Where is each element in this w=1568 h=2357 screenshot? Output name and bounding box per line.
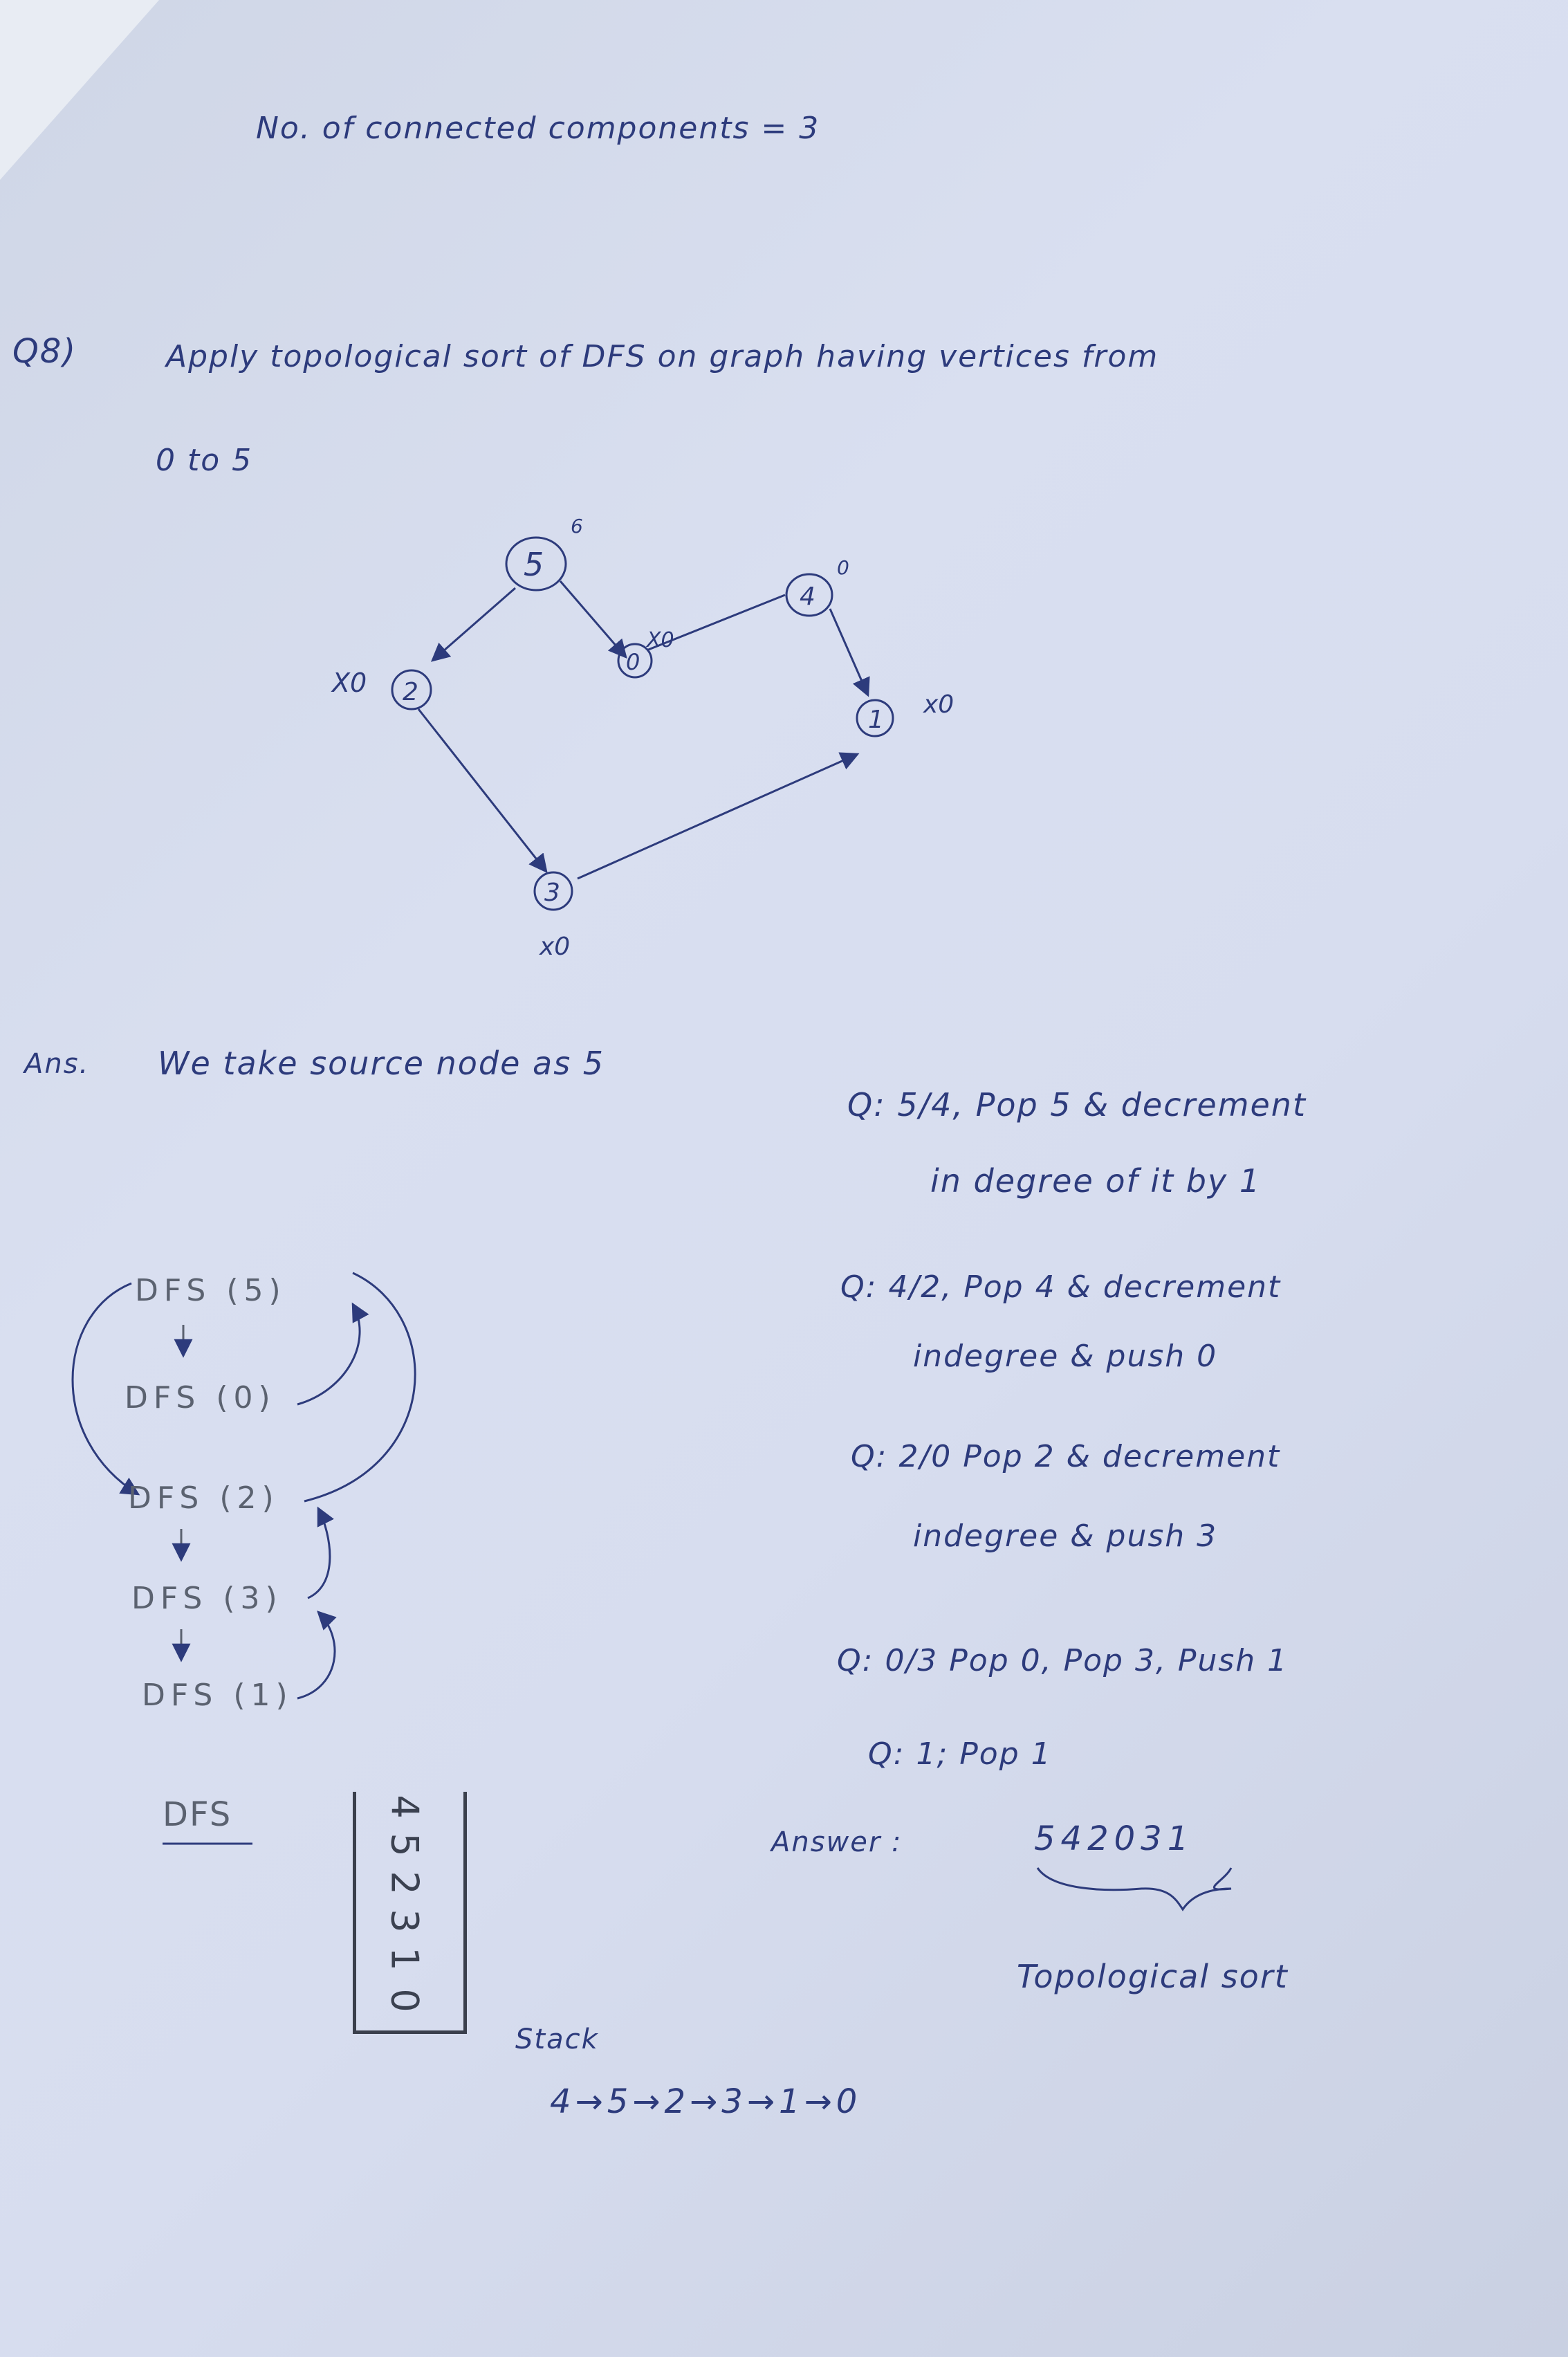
- dfs-call-3: DFS (3): [131, 1581, 283, 1616]
- edge-5-0: [560, 581, 626, 657]
- node-2-label: 2: [403, 678, 418, 706]
- queue-step-3-line1: Q: 2/0 Pop 2 & decrement: [851, 1439, 1281, 1474]
- result-caption: Topological sort: [1017, 1958, 1289, 1995]
- edge-2-3: [418, 709, 546, 872]
- node-4-note: 0: [837, 556, 849, 579]
- edge-4-1: [830, 609, 868, 695]
- node-1-label: 1: [868, 706, 884, 734]
- dfs-return-1-3: [297, 1612, 335, 1698]
- question-text-line1: Apply topological sort of DFS on graph having vertices from: [166, 339, 1159, 374]
- question-text-line2: 0 to 5: [156, 443, 253, 478]
- node-1-note: x0: [923, 690, 954, 719]
- dfs-call-5: DFS (5): [135, 1273, 286, 1308]
- queue-step-1-line1: Q: 5/4, Pop 5 & decrement: [847, 1086, 1307, 1124]
- dfs-return-3-2: [308, 1508, 330, 1598]
- queue-step-5-line1: Q: 1; Pop 1: [868, 1736, 1052, 1772]
- result-value: 542031: [1034, 1819, 1195, 1858]
- dfs-call-2: DFS (2): [128, 1480, 279, 1516]
- queue-step-1-line2: in degree of it by 1: [930, 1162, 1262, 1200]
- node-5-note: 6: [571, 515, 583, 538]
- node-0-note: X0: [647, 628, 674, 652]
- stack-digit-4: 4: [382, 1795, 427, 1819]
- queue-step-4-line1: Q: 0/3 Pop 0, Pop 3, Push 1: [837, 1643, 1289, 1678]
- stack-digit-2: 2: [382, 1871, 427, 1895]
- answer-label: Ans.: [24, 1048, 90, 1080]
- queue-step-3-line2: indegree & push 3: [913, 1519, 1218, 1554]
- stack-digit-0: 0: [382, 1988, 427, 2012]
- dfs-label: DFS: [163, 1795, 232, 1834]
- stack-sequence: 4→5→2→3→1→0: [550, 2082, 862, 2121]
- node-5-label: 5: [524, 546, 544, 583]
- stack-digit-1: 1: [382, 1947, 427, 1971]
- stack-digit-3: 3: [382, 1909, 427, 1933]
- dfs-call-1: DFS (1): [142, 1678, 293, 1713]
- question-label: Q8): [12, 332, 77, 371]
- node-3-label: 3: [544, 879, 560, 907]
- node-2-note: X0: [332, 668, 367, 698]
- node-3-note: x0: [539, 933, 571, 961]
- dfs-right-loop: [304, 1273, 415, 1501]
- queue-step-2-line2: indegree & push 0: [913, 1339, 1218, 1374]
- dfs-call-0: DFS (0): [124, 1380, 276, 1415]
- answer-intro: We take source node as 5: [158, 1045, 605, 1082]
- edge-3-1: [578, 754, 858, 879]
- stack-label: Stack: [515, 2024, 599, 2055]
- components-count-line: No. of connected components = 3: [256, 111, 820, 146]
- dfs-return-0-5: [297, 1304, 360, 1404]
- edge-5-2: [432, 588, 515, 661]
- queue-step-2-line1: Q: 4/2, Pop 4 & decrement: [840, 1269, 1282, 1305]
- answer-brace: [1037, 1868, 1231, 1909]
- node-4-label: 4: [800, 583, 815, 611]
- stack-digit-5: 5: [382, 1833, 427, 1857]
- result-label: Answer :: [771, 1826, 903, 1858]
- node-0-label: 0: [626, 649, 640, 675]
